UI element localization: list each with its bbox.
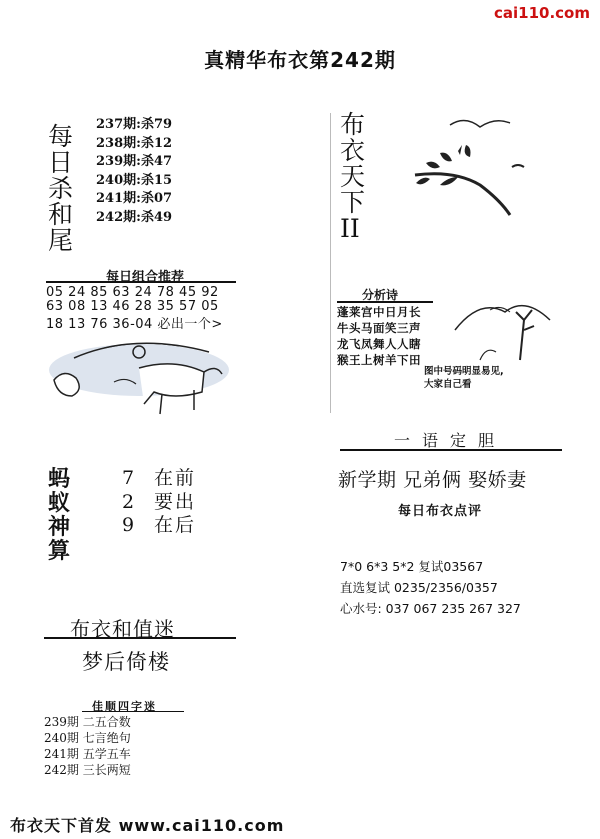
- label-char: 尾: [48, 226, 74, 255]
- page-title: 真精华布衣第242期: [204, 48, 396, 72]
- list-item: 7*0 6*3 5*2 复试03567: [340, 559, 484, 574]
- daily-note: 每日布衣点评: [398, 504, 483, 519]
- pick-list: [340, 556, 521, 619]
- title-char: 布: [340, 110, 366, 139]
- list-item: 240期 七言绝句: [44, 731, 131, 745]
- list-item: 238期:杀12: [96, 135, 173, 151]
- list-item: 239期 二五合数: [44, 715, 131, 729]
- animals-sketch-illustration: [44, 330, 244, 420]
- mountain-sketch-illustration: [450, 290, 555, 365]
- title-char: 衣: [340, 136, 366, 165]
- poem-title: 分析诗: [361, 288, 398, 302]
- poem-lines: [337, 304, 421, 368]
- divider: [337, 301, 433, 303]
- ant-god-list: [122, 467, 196, 538]
- divider: [330, 113, 331, 413]
- divider: [340, 449, 562, 451]
- riddle-title: 布衣和值迷: [70, 617, 175, 641]
- poem-hint: 图中号码明显易见, 大家自己看: [424, 366, 504, 390]
- list-item: 7 在前: [122, 467, 197, 489]
- list-item: 241期 五学五车: [44, 747, 131, 761]
- label-char: 日: [48, 148, 74, 177]
- poem-line: 龙飞凤舞人人瞎: [337, 337, 421, 351]
- four-char-title: 佳顺四字迷: [92, 700, 157, 713]
- label-char: 神: [48, 515, 71, 540]
- divider: [44, 637, 236, 639]
- list-item: 237期:杀79: [96, 117, 173, 132]
- list-item: 240期:杀15: [96, 172, 173, 188]
- right-title: [340, 112, 365, 242]
- label-char: 蚂: [48, 467, 71, 492]
- combo-row: 18 13 76 36-04 必出一个>: [46, 317, 223, 332]
- list-item: 241期:杀07: [96, 191, 173, 206]
- ant-god-label: [48, 469, 70, 563]
- site-watermark: cai110.com: [494, 4, 590, 22]
- label-char: 杀: [48, 174, 74, 203]
- daily-kill-label: [48, 122, 74, 255]
- list-item: 239期:杀47: [96, 154, 173, 169]
- title-char: II: [340, 214, 360, 243]
- title-char: 下: [340, 188, 366, 217]
- four-char-list: [44, 714, 131, 778]
- label-char: 和: [48, 200, 74, 229]
- one-sentence-title: 一语定胆: [393, 431, 506, 450]
- title-char: 天: [340, 162, 366, 191]
- label-char: 算: [48, 539, 71, 564]
- list-item: 242期:杀49: [96, 209, 173, 225]
- footer-text: 布衣天下首发 www.cai110.com: [10, 816, 285, 835]
- list-item: 2 要出: [122, 490, 197, 513]
- riddle-answer: 梦后倚楼: [82, 650, 170, 674]
- list-item: 心水号: 037 067 235 267 327: [340, 601, 521, 616]
- list-item: 242期 三长两短: [44, 763, 131, 777]
- list-item: 直选复试 0235/2356/0357: [340, 580, 498, 595]
- combo-row: 63 08 13 46 28 35 57 05: [46, 299, 219, 314]
- poem-line: 蓬莱宫中日月长: [337, 305, 421, 319]
- branch-sketch-illustration: [400, 115, 530, 225]
- poem-line: 牛头马面笑三声: [337, 321, 421, 335]
- label-char: 蚁: [48, 491, 71, 516]
- daily-combo-title: 每日组合推荐: [105, 270, 184, 285]
- label-char: 每: [48, 122, 74, 151]
- divider: [46, 281, 236, 283]
- combo-row: 05 24 85 63 24 78 45 92: [46, 285, 219, 300]
- divider: [82, 711, 184, 712]
- poem-line: 猴王上树羊下田: [337, 353, 421, 367]
- one-sentence-text: 新学期 兄弟俩 娶娇妻: [338, 469, 527, 491]
- daily-kill-list: [96, 116, 172, 227]
- list-item: 9 在后: [122, 514, 197, 536]
